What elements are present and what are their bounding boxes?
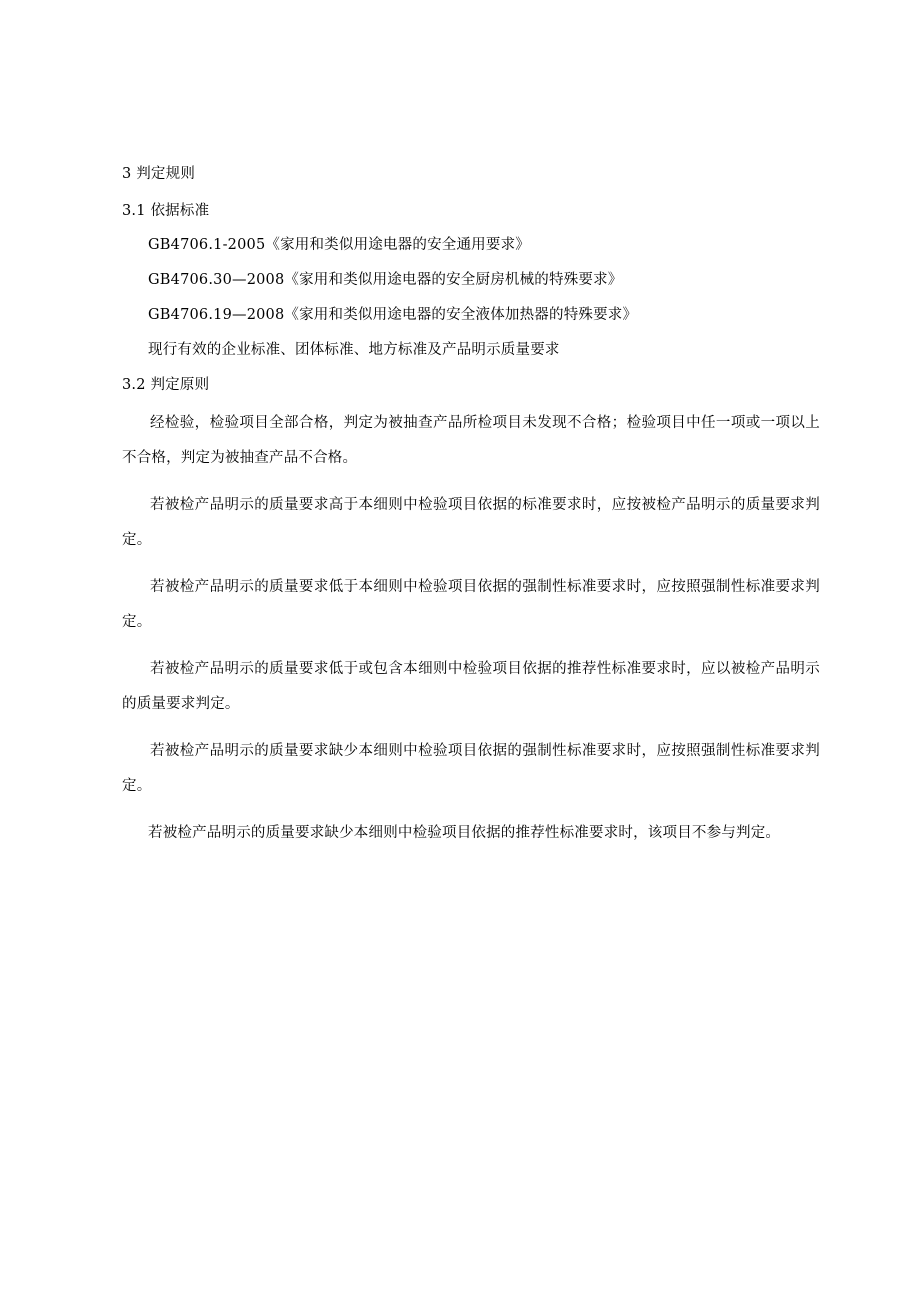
judgment-paragraph: 若被检产品明示的质量要求缺少本细则中检验项目依据的强制性标准要求时，应按照强制性标准要求判定。 bbox=[122, 743, 820, 794]
document-body bbox=[122, 164, 822, 863]
section-3-1-heading: 3.1 依据标准 bbox=[122, 203, 210, 219]
judgment-paragraph: 若被检产品明示的质量要求低于或包含本细则中检验项目依据的推荐性标准要求时，应以被检产品明示的质量要求判定。 bbox=[122, 661, 820, 712]
standard-item: GB4706.1-2005《家用和类似用途电器的安全通用要求》 bbox=[148, 237, 530, 253]
section-3-2-heading: 3.2 判定原则 bbox=[122, 377, 210, 393]
judgment-paragraph: 经检验，检验项目全部合格，判定为被抽查产品所检项目未发现不合格；检验项目中任一项或一项以上不合格，判定为被抽查产品不合格。 bbox=[122, 415, 820, 466]
standard-item: 现行有效的企业标准、团体标准、地方标准及产品明示质量要求 bbox=[148, 342, 560, 358]
standard-item: GB4706.19—2008《家用和类似用途电器的安全液体加热器的特殊要求》 bbox=[148, 307, 638, 323]
standard-item: GB4706.30—2008《家用和类似用途电器的安全厨房机械的特殊要求》 bbox=[148, 272, 623, 288]
judgment-paragraph: 若被检产品明示的质量要求高于本细则中检验项目依据的标准要求时，应按被检产品明示的质量要求判定。 bbox=[122, 497, 820, 548]
judgment-paragraph: 若被检产品明示的质量要求低于本细则中检验项目依据的强制性标准要求时，应按照强制性标准要求判定。 bbox=[122, 579, 820, 630]
judgment-paragraph: 若被检产品明示的质量要求缺少本细则中检验项目依据的推荐性标准要求时，该项目不参与判定。 bbox=[148, 825, 781, 841]
section-3-heading: 3 判定规则 bbox=[122, 166, 196, 182]
